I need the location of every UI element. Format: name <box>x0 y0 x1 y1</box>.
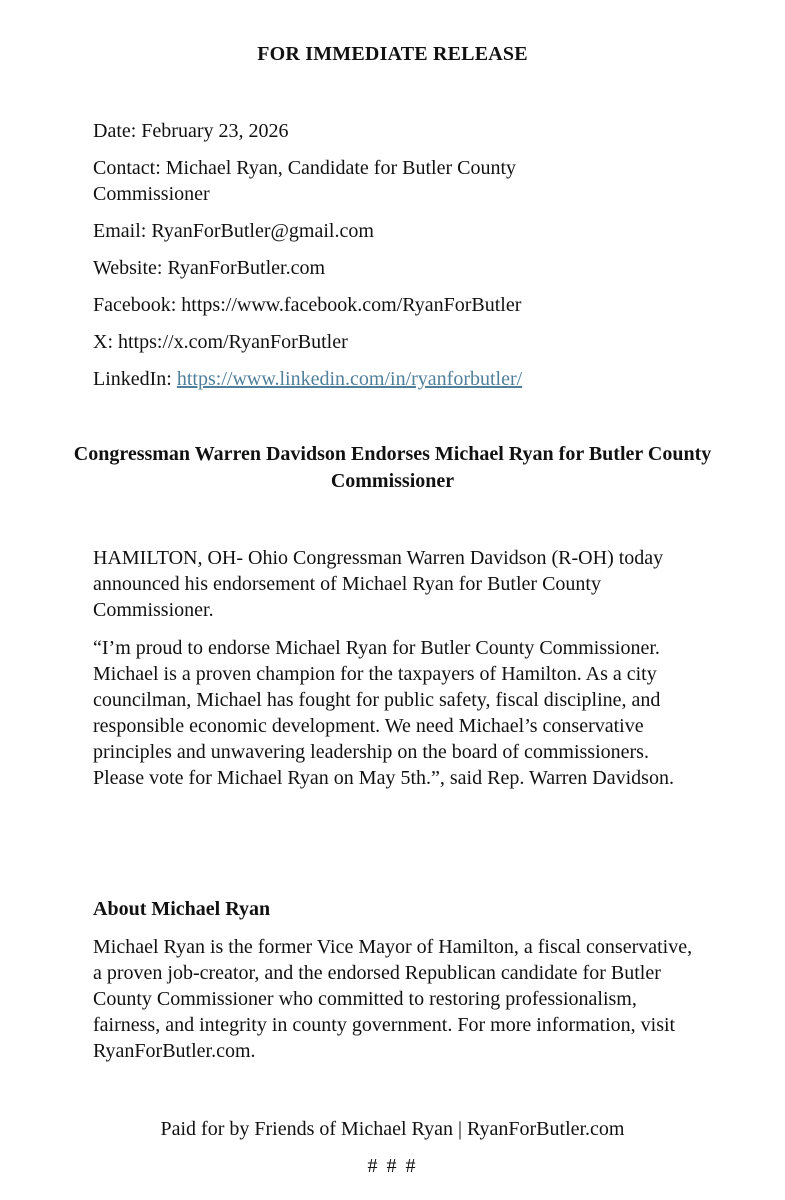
quote-paragraph: “I’m proud to endorse Michael Ryan for Butler County Commissioner. Michael is a proven champion for the taxpayers of Hamilton. As a city councilman, Michael has fought for public safety, fiscal discipline, and responsible economic development. We need Michael’s conservative principles and unwavering leadership on the board of commissioners. Please vote for Michael Ryan on May 5th.”, said Rep. Warren Davidson. <box>93 637 674 789</box>
linkedin-label: LinkedIn: <box>93 368 177 390</box>
contact-line: Contact: Michael Ryan, Candidate for Butler County Commissioner <box>93 157 516 205</box>
headline: Congressman Warren Davidson Endorses Michael Ryan for Butler County Commissioner <box>73 443 712 492</box>
release-header: FOR IMMEDIATE RELEASE <box>257 43 528 65</box>
x-line: X: https://x.com/RyanForButler <box>93 331 348 353</box>
lede-paragraph: HAMILTON, OH- Ohio Congressman Warren Davidson (R-OH) today announced his endorsement of Michael Ryan for Butler County Commissioner. <box>93 547 664 621</box>
date-line: Date: February 23, 2026 <box>93 120 289 142</box>
linkedin-link[interactable]: https://www.linkedin.com/in/ryanforbutler/ <box>176 368 523 390</box>
body-block <box>93 545 693 803</box>
about-heading: About Michael Ryan <box>93 898 271 920</box>
end-mark: # # # <box>367 1155 418 1177</box>
paid-for-disclaimer: Paid for by Friends of Michael Ryan | RyanForButler.com <box>160 1118 625 1140</box>
contact-block <box>93 118 693 403</box>
website-line: Website: RyanForButler.com <box>93 257 326 279</box>
about-paragraph: Michael Ryan is the former Vice Mayor of Hamilton, a fiscal conservative, a proven job-creator, and the endorsed Republican candidate for Butler County Commissioner who committed to restoring professionalism, fairness, and integrity in county government. For more information, visit RyanForButler.com. <box>93 936 693 1062</box>
email-line: Email: RyanForButler@gmail.com <box>93 220 374 242</box>
facebook-line: Facebook: https://www.facebook.com/RyanForButler <box>93 294 522 316</box>
linkedin-line <box>93 366 693 392</box>
